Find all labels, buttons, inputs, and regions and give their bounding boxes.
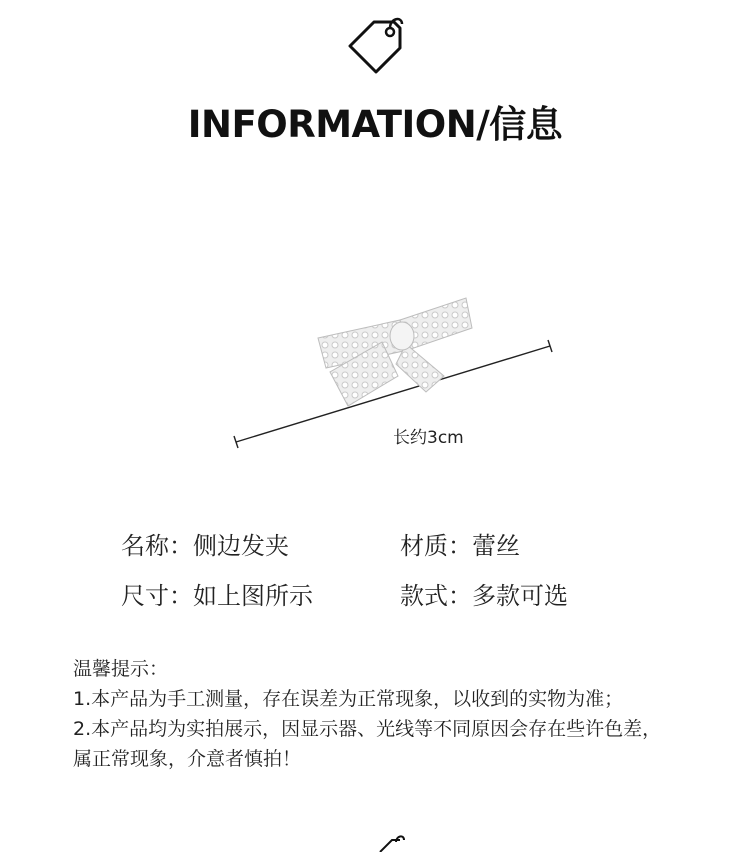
- spec-key: 名称：: [121, 532, 193, 560]
- spec-size: [121, 576, 313, 611]
- spec-value: 侧边发夹: [193, 532, 289, 560]
- notes: [73, 654, 713, 774]
- price-tag-icon: [344, 14, 406, 76]
- spec-style: [400, 576, 568, 611]
- notes-heading: 温馨提示：: [73, 658, 169, 680]
- measure-label: 长约3cm: [393, 428, 464, 448]
- page-title: INFORMATION/信息: [187, 103, 563, 146]
- price-tag-icon: [366, 832, 406, 852]
- notes-line: 2.本产品均为实拍展示，因显示器、光线等不同原因会存在些许色差，: [73, 718, 662, 740]
- spec-name: [121, 526, 289, 561]
- spec-value: 多款可选: [472, 582, 568, 610]
- spec-value: 蕾丝: [472, 532, 520, 560]
- spec-key: 款式：: [400, 582, 472, 610]
- notes-line: 1.本产品为手工测量，存在误差为正常现象，以收到的实物为准；: [73, 688, 624, 710]
- spec-key: 材质：: [400, 532, 472, 560]
- spec-material: [400, 526, 520, 561]
- spec-value: 如上图所示: [193, 582, 313, 610]
- spec-key: 尺寸：: [121, 582, 193, 610]
- notes-line: 属正常现象，介意者慎拍！: [73, 748, 302, 770]
